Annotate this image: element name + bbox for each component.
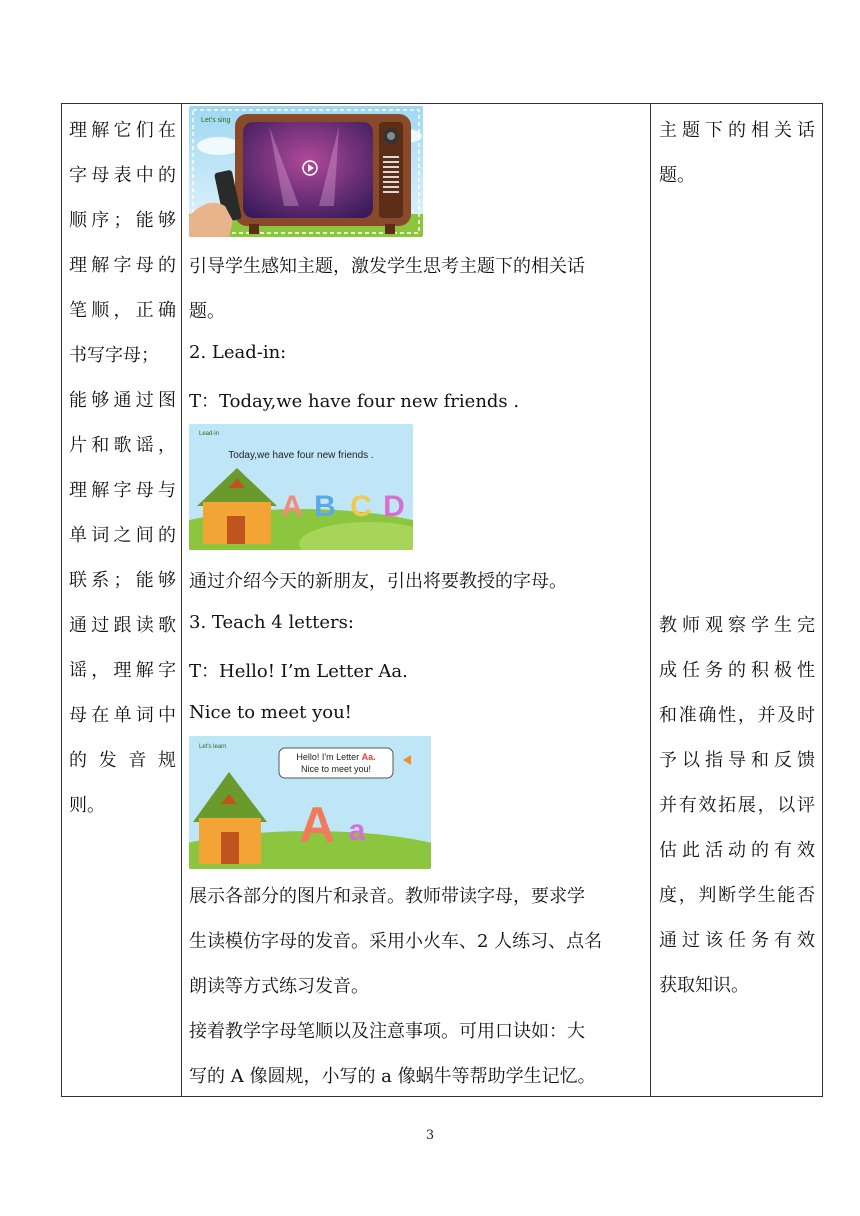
objective-line: 理解它们在	[69, 120, 176, 141]
small-a-character: a	[348, 814, 366, 847]
lesson-table	[61, 103, 823, 1097]
assessment-cell	[651, 104, 822, 1096]
objective-line: 联系；能够	[69, 570, 176, 591]
stroke-order-text-line: 接着教学字母笔顺以及注意事项。可用口诀如：大	[189, 1021, 585, 1042]
big-a-character: A	[298, 797, 336, 853]
assessment-line: 度，判断学生能否	[659, 885, 815, 906]
objective-line: 则。	[69, 795, 105, 816]
letter-a-character: A	[281, 490, 303, 523]
lets-learn-tag: Let's learn	[199, 744, 227, 750]
assessment-line: 通过该任务有效	[659, 930, 815, 951]
assessment-line: 予以指导和反馈	[659, 750, 815, 771]
assessment-line: 并有效拓展，以评	[659, 795, 815, 816]
leadin-explanation: 通过介绍今天的新朋友，引出将要教授的字母。	[189, 571, 567, 592]
assessment-line: 和准确性，并及时	[659, 705, 815, 726]
leadin-teacher-line: T：Today,we have four new friends .	[189, 391, 520, 412]
assessment-bottom-text	[659, 603, 815, 1008]
intro-text-line: 题。	[189, 301, 225, 322]
lets-sing-tag: Let's sing	[201, 117, 231, 124]
objectives-text	[69, 108, 176, 828]
page-number: 3	[425, 1128, 435, 1143]
speech-bubble-line2: Nice to meet you!	[300, 764, 372, 774]
intro-text-line: 引导学生感知主题，激发学生思考主题下的相关话	[189, 256, 585, 277]
lead-in-tag: Lead-in	[199, 431, 220, 437]
lead-in-image	[189, 424, 413, 550]
assessment-line: 成任务的积极性	[659, 660, 815, 681]
objective-line: 理解字母与	[69, 480, 176, 501]
stroke-order-text-line: 写的 A 像圆规，小写的 a 像蜗牛等帮助学生记忆。	[189, 1066, 596, 1087]
objective-line: 书写字母；	[69, 345, 159, 366]
objective-line: 能够通过图	[69, 390, 176, 411]
assessment-line: 获取知识。	[659, 975, 749, 996]
objective-line: 理解字母的	[69, 255, 176, 276]
lets-learn-image	[189, 736, 431, 869]
practice-text-line: 展示各部分的图片和录音。教师带读字母，要求学	[189, 886, 585, 907]
assessment-line: 主题下的相关话	[659, 120, 815, 141]
teach-greeting-line: Nice to meet you!	[189, 702, 352, 723]
objective-line: 的 发 音 规	[69, 750, 176, 771]
practice-text-line: 生读模仿字母的发音。采用小火车、2 人练习、点名	[189, 931, 603, 952]
objective-line: 片和歌谣，	[69, 435, 176, 456]
objective-line: 通过跟读歌	[69, 615, 176, 636]
objective-line: 母在单词中	[69, 705, 176, 726]
lets-sing-image	[189, 106, 423, 237]
letter-d-character: D	[383, 490, 405, 523]
assessment-top-text	[659, 108, 815, 198]
objective-line: 字母表中的	[69, 165, 176, 186]
objectives-cell	[62, 104, 182, 1096]
lead-in-caption: Today,we have four new friends .	[228, 450, 374, 461]
speech-bubble-line1: Hello! I'm Letter Aa.	[296, 752, 376, 762]
letter-c-character: C	[350, 490, 372, 523]
assessment-line: 教师观察学生完	[659, 615, 815, 636]
letter-b-character: B	[314, 490, 336, 523]
objective-line: 笔顺，正确	[69, 300, 176, 321]
practice-text-line: 朗读等方式练习发音。	[189, 976, 369, 997]
teach-heading: 3. Teach 4 letters:	[189, 612, 354, 633]
leadin-heading: 2. Lead-in:	[189, 342, 287, 363]
objective-line: 谣，理解字	[69, 660, 176, 681]
objective-line: 顺序；能够	[69, 210, 176, 231]
objective-line: 单词之间的	[69, 525, 176, 546]
teach-teacher-line: T：Hello! I’m Letter Aa.	[189, 661, 408, 682]
assessment-line: 题。	[659, 165, 695, 186]
assessment-line: 估此活动的有效	[659, 840, 815, 861]
activities-cell	[182, 104, 651, 1096]
